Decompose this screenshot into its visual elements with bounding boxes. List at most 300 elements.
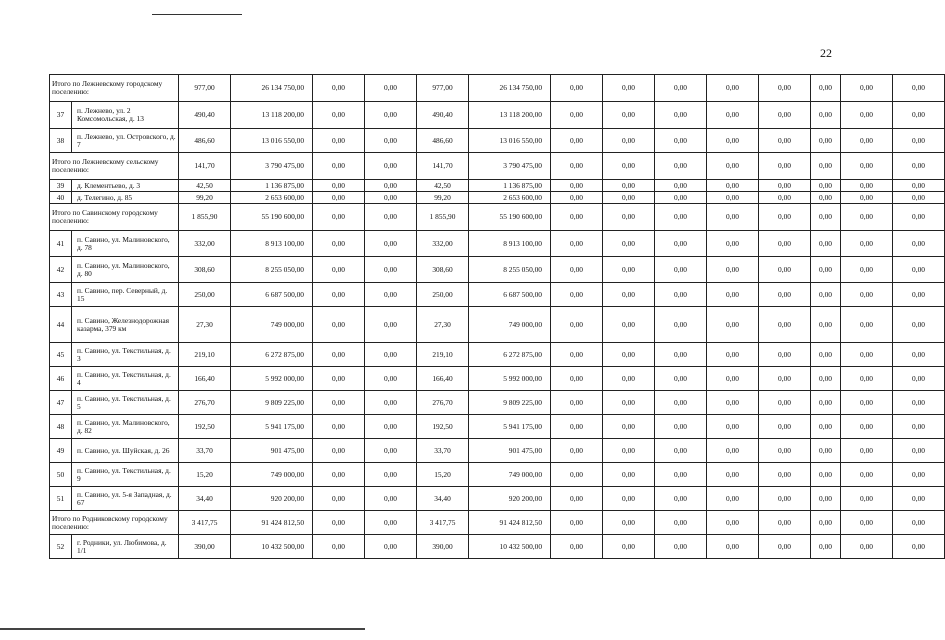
top-rule — [152, 14, 242, 15]
value-cell: 0,00 — [707, 415, 759, 439]
subtotal-label: Итого по Савинскому городскому поселению: — [50, 204, 179, 231]
value-cell: 0,00 — [707, 192, 759, 204]
value-cell: 0,00 — [841, 511, 893, 535]
address-cell: п. Савино, ул. Шуйская, д. 26 — [72, 439, 179, 463]
value-cell: 0,00 — [707, 535, 759, 559]
value-cell: 0,00 — [365, 204, 417, 231]
subtotal-label: Итого по Лежневскому городскому поселению: — [50, 75, 179, 102]
table-row — [50, 192, 945, 204]
address-cell: д. Телегино, д. 85 — [72, 192, 179, 204]
value-cell: 0,00 — [841, 439, 893, 463]
value-cell: 0,00 — [759, 180, 811, 192]
value-cell: 0,00 — [313, 192, 365, 204]
value-cell: 1 855,90 — [417, 204, 469, 231]
subtotal-row — [50, 153, 945, 180]
value-cell: 0,00 — [841, 487, 893, 511]
value-cell: 0,00 — [759, 415, 811, 439]
value-cell: 0,00 — [603, 102, 655, 129]
value-cell: 0,00 — [759, 192, 811, 204]
value-cell: 0,00 — [551, 75, 603, 102]
value-cell: 250,00 — [417, 283, 469, 307]
value-cell: 0,00 — [841, 102, 893, 129]
value-cell: 0,00 — [551, 307, 603, 343]
value-cell: 332,00 — [179, 231, 231, 257]
value-cell: 0,00 — [603, 180, 655, 192]
value-cell: 0,00 — [841, 463, 893, 487]
value-cell: 0,00 — [893, 343, 945, 367]
value-cell: 0,00 — [707, 439, 759, 463]
value-cell: 0,00 — [365, 129, 417, 153]
value-cell: 0,00 — [893, 511, 945, 535]
value-cell: 0,00 — [603, 231, 655, 257]
value-cell: 0,00 — [603, 415, 655, 439]
value-cell: 749 000,00 — [469, 463, 551, 487]
value-cell: 8 913 100,00 — [469, 231, 551, 257]
value-cell: 141,70 — [179, 153, 231, 180]
row-number: 47 — [50, 391, 72, 415]
value-cell: 0,00 — [365, 439, 417, 463]
value-cell: 0,00 — [603, 391, 655, 415]
value-cell: 0,00 — [365, 343, 417, 367]
value-cell: 0,00 — [707, 487, 759, 511]
row-number: 42 — [50, 257, 72, 283]
value-cell: 0,00 — [551, 204, 603, 231]
table-row — [50, 343, 945, 367]
subtotal-label: Итого по Родниковскому городскому поселению: — [50, 511, 179, 535]
value-cell: 3 790 475,00 — [231, 153, 313, 180]
value-cell: 26 134 750,00 — [469, 75, 551, 102]
value-cell: 0,00 — [893, 204, 945, 231]
value-cell: 0,00 — [893, 535, 945, 559]
row-number: 51 — [50, 487, 72, 511]
value-cell: 0,00 — [655, 307, 707, 343]
value-cell: 0,00 — [655, 129, 707, 153]
subtotal-label: Итого по Лежневскому сельскому поселению: — [50, 153, 179, 180]
value-cell: 0,00 — [313, 102, 365, 129]
value-cell: 308,60 — [417, 257, 469, 283]
value-cell: 901 475,00 — [231, 439, 313, 463]
value-cell: 91 424 812,50 — [231, 511, 313, 535]
table-row — [50, 307, 945, 343]
value-cell: 0,00 — [811, 463, 841, 487]
value-cell: 0,00 — [759, 343, 811, 367]
value-cell: 0,00 — [655, 283, 707, 307]
value-cell: 0,00 — [841, 367, 893, 391]
value-cell: 332,00 — [417, 231, 469, 257]
value-cell: 0,00 — [365, 511, 417, 535]
value-cell: 0,00 — [893, 129, 945, 153]
value-cell: 6 272 875,00 — [469, 343, 551, 367]
table-row — [50, 129, 945, 153]
address-cell: п. Лежнево, ул. Островского, д. 7 — [72, 129, 179, 153]
value-cell: 1 136 875,00 — [469, 180, 551, 192]
value-cell: 0,00 — [811, 192, 841, 204]
value-cell: 0,00 — [313, 511, 365, 535]
value-cell: 10 432 500,00 — [231, 535, 313, 559]
subtotal-row — [50, 75, 945, 102]
value-cell: 3 790 475,00 — [469, 153, 551, 180]
value-cell: 0,00 — [893, 192, 945, 204]
address-cell: п. Лежнево, ул. 2 Комсомольская, д. 13 — [72, 102, 179, 129]
table-row — [50, 463, 945, 487]
value-cell: 0,00 — [707, 180, 759, 192]
value-cell: 0,00 — [811, 180, 841, 192]
value-cell: 0,00 — [365, 192, 417, 204]
value-cell: 3 417,75 — [179, 511, 231, 535]
address-cell: п. Савино, ул. Малиновского, д. 78 — [72, 231, 179, 257]
value-cell: 0,00 — [707, 463, 759, 487]
value-cell: 977,00 — [417, 75, 469, 102]
value-cell: 0,00 — [313, 231, 365, 257]
value-cell: 0,00 — [603, 511, 655, 535]
row-number: 38 — [50, 129, 72, 153]
value-cell: 749 000,00 — [231, 463, 313, 487]
value-cell: 0,00 — [893, 257, 945, 283]
value-cell: 0,00 — [365, 415, 417, 439]
value-cell: 276,70 — [179, 391, 231, 415]
table-row — [50, 415, 945, 439]
value-cell: 0,00 — [365, 307, 417, 343]
value-cell: 901 475,00 — [469, 439, 551, 463]
value-cell: 0,00 — [707, 367, 759, 391]
value-cell: 0,00 — [841, 204, 893, 231]
value-cell: 0,00 — [603, 535, 655, 559]
value-cell: 0,00 — [655, 192, 707, 204]
value-cell: 6 687 500,00 — [469, 283, 551, 307]
value-cell: 0,00 — [313, 307, 365, 343]
value-cell: 0,00 — [551, 391, 603, 415]
value-cell: 0,00 — [365, 75, 417, 102]
value-cell: 2 653 600,00 — [231, 192, 313, 204]
subtotal-row — [50, 204, 945, 231]
value-cell: 0,00 — [759, 391, 811, 415]
value-cell: 13 016 550,00 — [231, 129, 313, 153]
value-cell: 0,00 — [841, 283, 893, 307]
value-cell: 0,00 — [365, 487, 417, 511]
value-cell: 166,40 — [179, 367, 231, 391]
value-cell: 0,00 — [841, 415, 893, 439]
value-cell: 0,00 — [603, 153, 655, 180]
value-cell: 0,00 — [759, 75, 811, 102]
value-cell: 166,40 — [417, 367, 469, 391]
value-cell: 920 200,00 — [469, 487, 551, 511]
value-cell: 250,00 — [179, 283, 231, 307]
value-cell: 8 255 050,00 — [231, 257, 313, 283]
address-cell: п. Савино, ул. 5-я Западная, д. 67 — [72, 487, 179, 511]
table-row — [50, 102, 945, 129]
value-cell: 0,00 — [603, 129, 655, 153]
value-cell: 0,00 — [811, 129, 841, 153]
value-cell: 0,00 — [841, 180, 893, 192]
value-cell: 0,00 — [313, 153, 365, 180]
table-row — [50, 180, 945, 192]
value-cell: 0,00 — [811, 204, 841, 231]
value-cell: 0,00 — [551, 439, 603, 463]
value-cell: 0,00 — [759, 283, 811, 307]
value-cell: 0,00 — [655, 367, 707, 391]
value-cell: 0,00 — [603, 463, 655, 487]
value-cell: 192,50 — [417, 415, 469, 439]
row-number: 39 — [50, 180, 72, 192]
value-cell: 0,00 — [893, 75, 945, 102]
bottom-rule — [0, 628, 365, 630]
address-cell: п. Савино, ул. Текстильная, д. 3 — [72, 343, 179, 367]
value-cell: 0,00 — [893, 415, 945, 439]
page-number: 22 — [820, 46, 832, 60]
value-cell: 0,00 — [313, 487, 365, 511]
value-cell: 0,00 — [759, 511, 811, 535]
value-cell: 0,00 — [893, 439, 945, 463]
value-cell: 0,00 — [551, 283, 603, 307]
value-cell: 0,00 — [551, 367, 603, 391]
value-cell: 0,00 — [365, 153, 417, 180]
value-cell: 0,00 — [655, 257, 707, 283]
value-cell: 0,00 — [655, 153, 707, 180]
value-cell: 0,00 — [551, 535, 603, 559]
value-cell: 99,20 — [179, 192, 231, 204]
value-cell: 0,00 — [551, 343, 603, 367]
value-cell: 26 134 750,00 — [231, 75, 313, 102]
value-cell: 91 424 812,50 — [469, 511, 551, 535]
value-cell: 55 190 600,00 — [469, 204, 551, 231]
value-cell: 0,00 — [759, 439, 811, 463]
value-cell: 15,20 — [417, 463, 469, 487]
value-cell: 0,00 — [841, 343, 893, 367]
value-cell: 0,00 — [551, 487, 603, 511]
value-cell: 0,00 — [551, 180, 603, 192]
value-cell: 1 855,90 — [179, 204, 231, 231]
value-cell: 0,00 — [655, 511, 707, 535]
value-cell: 0,00 — [551, 257, 603, 283]
housing-program-table — [49, 74, 945, 559]
value-cell: 390,00 — [417, 535, 469, 559]
value-cell: 0,00 — [313, 129, 365, 153]
value-cell: 0,00 — [313, 180, 365, 192]
row-number: 46 — [50, 367, 72, 391]
value-cell: 0,00 — [811, 75, 841, 102]
value-cell: 0,00 — [841, 391, 893, 415]
value-cell: 0,00 — [893, 307, 945, 343]
row-number: 52 — [50, 535, 72, 559]
value-cell: 9 809 225,00 — [469, 391, 551, 415]
value-cell: 0,00 — [551, 415, 603, 439]
value-cell: 1 136 875,00 — [231, 180, 313, 192]
value-cell: 0,00 — [841, 75, 893, 102]
value-cell: 0,00 — [811, 283, 841, 307]
value-cell: 0,00 — [365, 367, 417, 391]
table-row — [50, 283, 945, 307]
value-cell: 0,00 — [603, 439, 655, 463]
value-cell: 0,00 — [603, 283, 655, 307]
value-cell: 0,00 — [707, 257, 759, 283]
table-row — [50, 367, 945, 391]
value-cell: 0,00 — [365, 102, 417, 129]
value-cell: 490,40 — [417, 102, 469, 129]
value-cell: 5 941 175,00 — [469, 415, 551, 439]
value-cell: 5 992 000,00 — [469, 367, 551, 391]
value-cell: 0,00 — [551, 129, 603, 153]
table-row — [50, 391, 945, 415]
value-cell: 0,00 — [811, 535, 841, 559]
value-cell: 0,00 — [759, 231, 811, 257]
value-cell: 0,00 — [707, 391, 759, 415]
value-cell: 0,00 — [603, 343, 655, 367]
row-number: 37 — [50, 102, 72, 129]
value-cell: 0,00 — [655, 204, 707, 231]
value-cell: 27,30 — [417, 307, 469, 343]
value-cell: 0,00 — [551, 511, 603, 535]
value-cell: 0,00 — [313, 463, 365, 487]
value-cell: 920 200,00 — [231, 487, 313, 511]
value-cell: 2 653 600,00 — [469, 192, 551, 204]
value-cell: 0,00 — [759, 487, 811, 511]
value-cell: 0,00 — [759, 463, 811, 487]
value-cell: 0,00 — [707, 307, 759, 343]
value-cell: 0,00 — [811, 231, 841, 257]
row-number: 43 — [50, 283, 72, 307]
value-cell: 141,70 — [417, 153, 469, 180]
value-cell: 0,00 — [603, 367, 655, 391]
value-cell: 0,00 — [655, 102, 707, 129]
value-cell: 486,60 — [179, 129, 231, 153]
value-cell: 3 417,75 — [417, 511, 469, 535]
value-cell: 13 016 550,00 — [469, 129, 551, 153]
value-cell: 0,00 — [313, 391, 365, 415]
value-cell: 0,00 — [893, 102, 945, 129]
value-cell: 0,00 — [655, 535, 707, 559]
value-cell: 219,10 — [417, 343, 469, 367]
value-cell: 0,00 — [893, 463, 945, 487]
value-cell: 13 118 200,00 — [469, 102, 551, 129]
value-cell: 0,00 — [811, 257, 841, 283]
value-cell: 42,50 — [179, 180, 231, 192]
value-cell: 0,00 — [365, 535, 417, 559]
value-cell: 0,00 — [551, 463, 603, 487]
value-cell: 0,00 — [759, 153, 811, 180]
value-cell: 0,00 — [655, 343, 707, 367]
value-cell: 0,00 — [841, 257, 893, 283]
value-cell: 6 272 875,00 — [231, 343, 313, 367]
value-cell: 0,00 — [313, 343, 365, 367]
address-cell: п. Савино, ул. Малиновского, д. 80 — [72, 257, 179, 283]
value-cell: 0,00 — [365, 283, 417, 307]
value-cell: 219,10 — [179, 343, 231, 367]
value-cell: 5 941 175,00 — [231, 415, 313, 439]
value-cell: 276,70 — [417, 391, 469, 415]
value-cell: 0,00 — [655, 463, 707, 487]
value-cell: 0,00 — [811, 102, 841, 129]
value-cell: 0,00 — [365, 231, 417, 257]
table-row — [50, 439, 945, 463]
value-cell: 0,00 — [365, 463, 417, 487]
value-cell: 308,60 — [179, 257, 231, 283]
value-cell: 0,00 — [551, 231, 603, 257]
value-cell: 0,00 — [759, 102, 811, 129]
value-cell: 8 913 100,00 — [231, 231, 313, 257]
table-row — [50, 535, 945, 559]
value-cell: 9 809 225,00 — [231, 391, 313, 415]
value-cell: 0,00 — [603, 204, 655, 231]
value-cell: 6 687 500,00 — [231, 283, 313, 307]
table-row — [50, 231, 945, 257]
value-cell: 0,00 — [759, 367, 811, 391]
row-number: 44 — [50, 307, 72, 343]
value-cell: 0,00 — [603, 257, 655, 283]
value-cell: 0,00 — [707, 102, 759, 129]
table-row — [50, 487, 945, 511]
value-cell: 0,00 — [655, 180, 707, 192]
value-cell: 15,20 — [179, 463, 231, 487]
value-cell: 0,00 — [313, 204, 365, 231]
value-cell: 0,00 — [313, 257, 365, 283]
value-cell: 0,00 — [707, 204, 759, 231]
value-cell: 33,70 — [179, 439, 231, 463]
row-number: 50 — [50, 463, 72, 487]
table-row — [50, 257, 945, 283]
value-cell: 0,00 — [893, 487, 945, 511]
address-cell: п. Савино, пер. Северный, д. 15 — [72, 283, 179, 307]
value-cell: 13 118 200,00 — [231, 102, 313, 129]
value-cell: 0,00 — [841, 192, 893, 204]
row-number: 49 — [50, 439, 72, 463]
value-cell: 55 190 600,00 — [231, 204, 313, 231]
value-cell: 977,00 — [179, 75, 231, 102]
value-cell: 0,00 — [551, 153, 603, 180]
row-number: 40 — [50, 192, 72, 204]
value-cell: 0,00 — [811, 487, 841, 511]
value-cell: 0,00 — [811, 307, 841, 343]
value-cell: 0,00 — [655, 75, 707, 102]
value-cell: 34,40 — [417, 487, 469, 511]
value-cell: 0,00 — [707, 75, 759, 102]
value-cell: 0,00 — [313, 367, 365, 391]
value-cell: 0,00 — [655, 231, 707, 257]
value-cell: 390,00 — [179, 535, 231, 559]
value-cell: 0,00 — [811, 511, 841, 535]
value-cell: 0,00 — [893, 153, 945, 180]
row-number: 41 — [50, 231, 72, 257]
value-cell: 0,00 — [841, 535, 893, 559]
value-cell: 0,00 — [707, 511, 759, 535]
value-cell: 0,00 — [893, 283, 945, 307]
value-cell: 0,00 — [811, 439, 841, 463]
value-cell: 0,00 — [841, 129, 893, 153]
value-cell: 192,50 — [179, 415, 231, 439]
value-cell: 0,00 — [759, 307, 811, 343]
value-cell: 0,00 — [313, 75, 365, 102]
subtotal-row — [50, 511, 945, 535]
value-cell: 0,00 — [893, 180, 945, 192]
value-cell: 490,40 — [179, 102, 231, 129]
value-cell: 0,00 — [603, 192, 655, 204]
address-cell: г. Родники, ул. Любимова, д. 1/1 — [72, 535, 179, 559]
value-cell: 0,00 — [313, 439, 365, 463]
value-cell: 0,00 — [759, 257, 811, 283]
value-cell: 33,70 — [417, 439, 469, 463]
value-cell: 0,00 — [707, 153, 759, 180]
row-number: 48 — [50, 415, 72, 439]
value-cell: 486,60 — [417, 129, 469, 153]
value-cell: 0,00 — [811, 153, 841, 180]
value-cell: 0,00 — [365, 257, 417, 283]
value-cell: 0,00 — [551, 192, 603, 204]
value-cell: 99,20 — [417, 192, 469, 204]
address-cell: п. Савино, ул. Малиновского, д. 82 — [72, 415, 179, 439]
value-cell: 0,00 — [707, 231, 759, 257]
value-cell: 0,00 — [707, 343, 759, 367]
value-cell: 0,00 — [759, 129, 811, 153]
value-cell: 0,00 — [365, 180, 417, 192]
